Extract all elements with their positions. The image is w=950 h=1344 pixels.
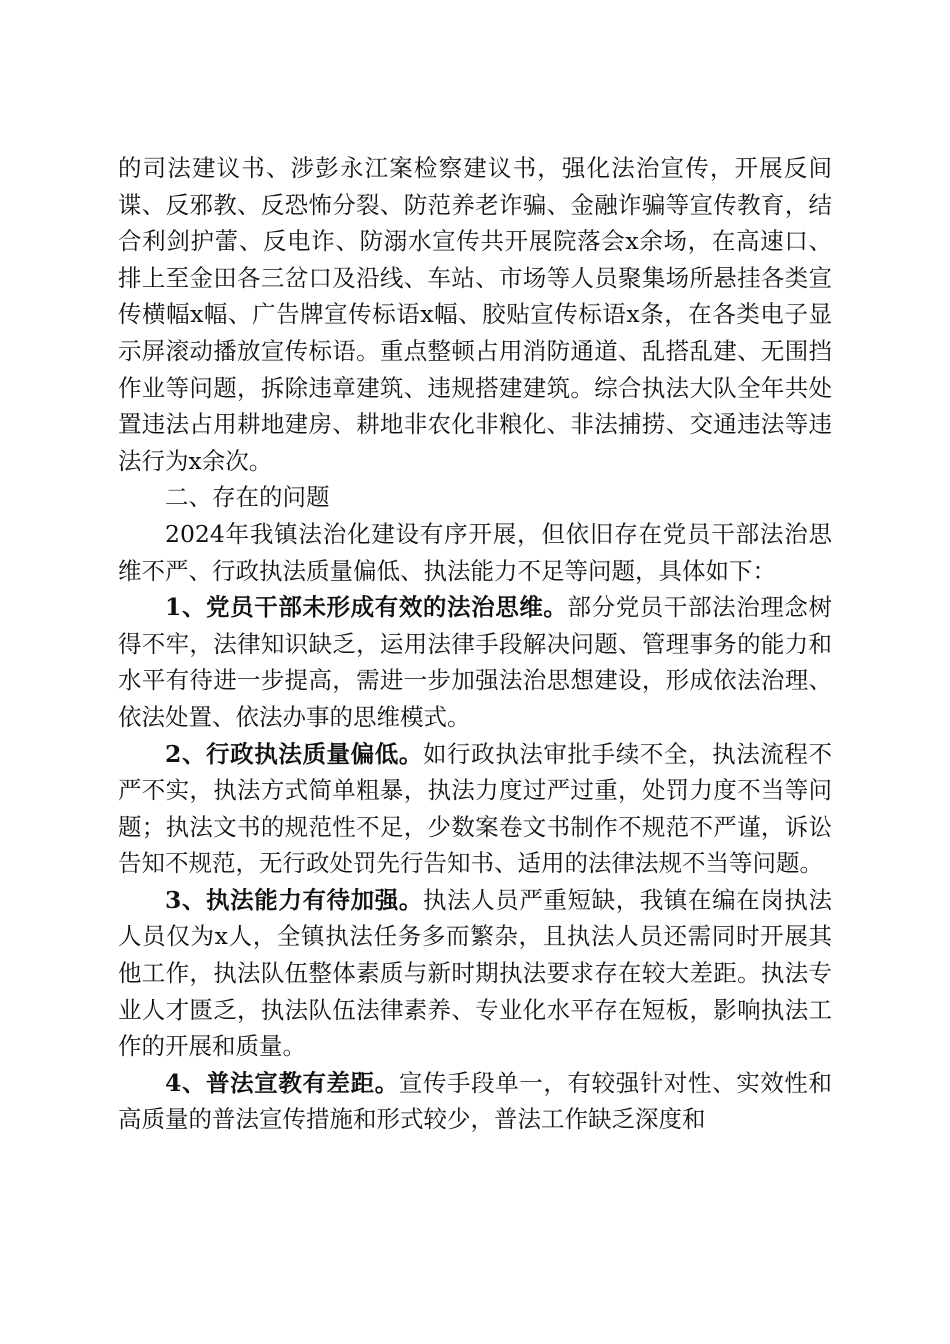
intro-paragraph: 的司法建议书、涉彭永江案检察建议书，强化法治宣传，开展反间谍、反邪教、反恐怖分裂、防范养老诈骗、金融诈骗等宣传教育，结合利剑护蕾、反电诈、防溺水宣传共开展院落会x余场，在高速口、排上至金田各三岔口及沿线、车站、市场等人员聚集场所悬挂各类宣传横幅x幅、广告牌宣传标语x幅、胶贴宣传标语x条，在各类电子显示屏滚动播放宣传标语。重点整顿占用消防通道、乱搭乱建、无围挡作业等问题，拆除违章建筑、违规搭建建筑。综合执法大队全年共处置违法占用耕地建房、耕地非农化非粮化、非法捕捞、交通违法等违法行为x余次。	[118, 154, 832, 475]
document-page	[118, 150, 832, 1138]
section-heading: 二、存在的问题	[165, 483, 330, 512]
section-summary: 2024年我镇法治化建设有序开展，但依旧存在党员干部法治思维不严、行政执法质量偏低、执法能力不足等问题，具体如下：	[118, 519, 832, 585]
problem-item-3-body: 执法人员严重短缺，我镇在编在岗执法人员仅为x人，全镇执法任务多而繁杂，且执法人员还需同时开展其他工作，执法队伍整体素质与新时期执法要求存在较大差距。执法专业人才匮乏，执法队伍法律素养、专业化水平存在短板，影响执法工作的开展和质量。	[118, 885, 833, 1061]
problem-item-4	[118, 1065, 832, 1138]
problem-item-2-body: 如行政执法审批手续不全，执法流程不严不实，执法方式简单粗暴，执法力度过严过重，处罚力度不当等问题；执法文书的规范性不足，少数案卷文书制作不规范不严谨，诉讼告知不规范，无行政处罚先行告知书、适用的法律法规不当等问题。	[118, 739, 833, 878]
problem-item-3-title: 3、执法能力有待加强。	[165, 885, 423, 914]
problem-item-2-title: 2、行政执法质量偏低。	[165, 739, 423, 768]
problem-item-3	[118, 882, 832, 1065]
problem-item-1-title: 1、党员干部未形成有效的法治思维。	[165, 593, 568, 622]
problem-item-4-body: 宣传手段单一，有较强针对性、实效性和高质量的普法宣传措施和形式较少，普法工作缺乏深度和	[118, 1068, 833, 1134]
problem-item-1-body: 部分党员干部法治理念树得不牢，法律知识缺乏，运用法律手段解决问题、管理事务的能力和水平有待进一步提高，需进一步加强法治思想建设，形成依法治理、依法处置、依法办事的思维模式。	[118, 593, 832, 731]
problem-item-4-title: 4、普法宣教有差距。	[165, 1068, 399, 1097]
problem-item-2	[118, 736, 832, 882]
problem-item-1	[118, 589, 832, 735]
